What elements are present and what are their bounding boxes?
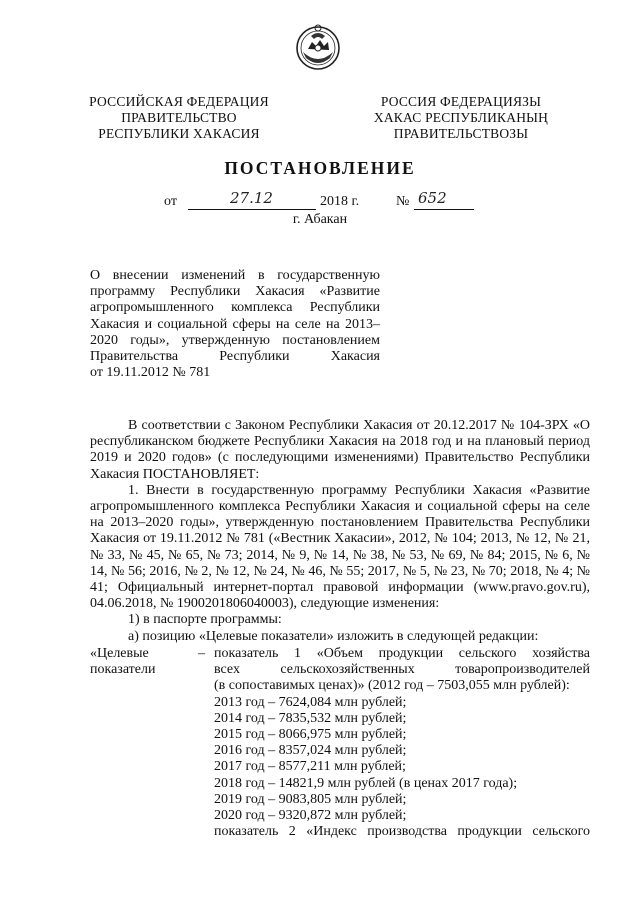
handwritten-number: 652: [418, 189, 447, 207]
indicator-1-line: всех сельскохозяйственных товаропроизводителей: [214, 662, 590, 678]
subitem-1-paragraph: 1) в паспорте программы:: [128, 612, 282, 628]
handwritten-date: 27.12: [230, 189, 273, 207]
subitem-a-paragraph: а) позицию «Целевые показатели» изложить в следующей редакции:: [128, 628, 539, 644]
indicator-1-line: показатель 1 «Объем продукции сельского хозяйства: [214, 646, 590, 661]
date-prefix: от: [164, 194, 177, 209]
year-label: 2018 г.: [320, 194, 360, 209]
header-left-russian: [84, 94, 274, 142]
table-label: [90, 646, 190, 678]
coat-of-arms-emblem: [294, 22, 342, 72]
header-left-line: ПРАВИТЕЛЬСТВО: [121, 110, 237, 125]
year-value: 2014 год – 7835,532 млн рублей;: [214, 710, 407, 726]
table-label-line: «Целевые: [90, 646, 149, 661]
item-1-paragraph: 1. Внести в государственную программу Республики Хакасия «Развитие агропромышленного комплекса Республики Хакасия и социальной сферы на селе на 2013–2020 годы», утвержденную постановлением Правительства Республики Хакасия от 19.11.2012 № 781 («Вестник Хакасии», 2012, № 104; 2013, № 12, № 21, № 33, № 45, № 65, № 73; 2014, № 9, № 14, № 38, № 53, № 69, № 84; 2015, № 6, № 14, № 56; 2016, № 2, № 12, № 24, № 46, № 55; 2017, № 5, № 23, № 70; 2018, № 4; № 41; Официальный интернет-портал правовой информации (www.pravo.gov.ru), 04.06.2018, № 1900201806040003), следующие изменения:: [90, 482, 590, 612]
header-right-line: ХАКАС РЕСПУБЛИКАНЫҢ: [373, 110, 549, 125]
year-value: 2020 год – 9320,872 млн рублей;: [214, 808, 407, 824]
header-left-line: РЕСПУБЛИКИ ХАКАСИЯ: [98, 126, 260, 141]
year-value: 2019 год – 9083,805 млн рублей;: [214, 791, 407, 807]
header-right-line: РОССИЯ ФЕДЕРАЦИЯЗЫ: [380, 94, 542, 109]
number-underline: [414, 209, 474, 210]
header-right-khakas: [366, 94, 556, 142]
header-right-line: ПРАВИТЕЛЬСТВОЗЫ: [393, 126, 529, 141]
preamble-paragraph: В соответствии с Законом Республики Хакасия от 20.12.2017 № 104-ЗРХ «О республиканском бюджете Республики Хакасия на 2018 год и на плановый период 2019 и 2020 годов» (с последующими изменениями) Правительство Республики Хакасия ПОСТАНОВЛЯЕТ:: [90, 418, 590, 482]
indicator-1-line: (в сопоставимых ценах)» (2012 год – 7503,055 млн рублей):: [214, 678, 570, 694]
year-value: 2015 год – 8066,975 млн рублей;: [214, 727, 407, 743]
year-value: 2017 год – 8577,211 млн рублей;: [214, 759, 406, 775]
year-value: 2013 год – 7624,084 млн рублей;: [214, 694, 407, 710]
number-sign: №: [396, 194, 410, 209]
subject-line: программу Республики Хакасия «Развитие: [90, 284, 380, 300]
subject-block: [90, 268, 380, 381]
indicator-2-line: показатель 2 «Индекс производства продукции сельского: [214, 824, 590, 840]
date-underline: [188, 209, 316, 210]
table-values: [214, 646, 590, 840]
city-name: г. Абакан: [292, 212, 348, 227]
subject-line: Хакасия и социальной сферы на селе на 2013–: [90, 316, 380, 332]
subject-line: агропромышленного комплекса Республики: [90, 300, 380, 316]
year-value: 2016 год – 8357,024 млн рублей;: [214, 743, 407, 759]
subject-line: О внесении изменений в государственную: [90, 268, 380, 283]
table-dash: –: [198, 646, 205, 661]
subject-line: 2020 годы», утвержденную постановлением: [90, 332, 380, 348]
document-title: ПОСТАНОВЛЕНИЕ: [224, 158, 416, 178]
date-number-line: [150, 189, 490, 214]
body-text: [90, 418, 590, 645]
table-label-line: показатели: [90, 662, 156, 678]
header-left-line: РОССИЙСКАЯ ФЕДЕРАЦИЯ: [89, 94, 269, 109]
subject-line: от 19.11.2012 № 781: [90, 365, 211, 381]
year-value: 2018 год – 14821,9 млн рублей (в ценах 2017 года);: [214, 775, 518, 791]
subject-line: Правительства Республики Хакасия: [90, 349, 380, 365]
